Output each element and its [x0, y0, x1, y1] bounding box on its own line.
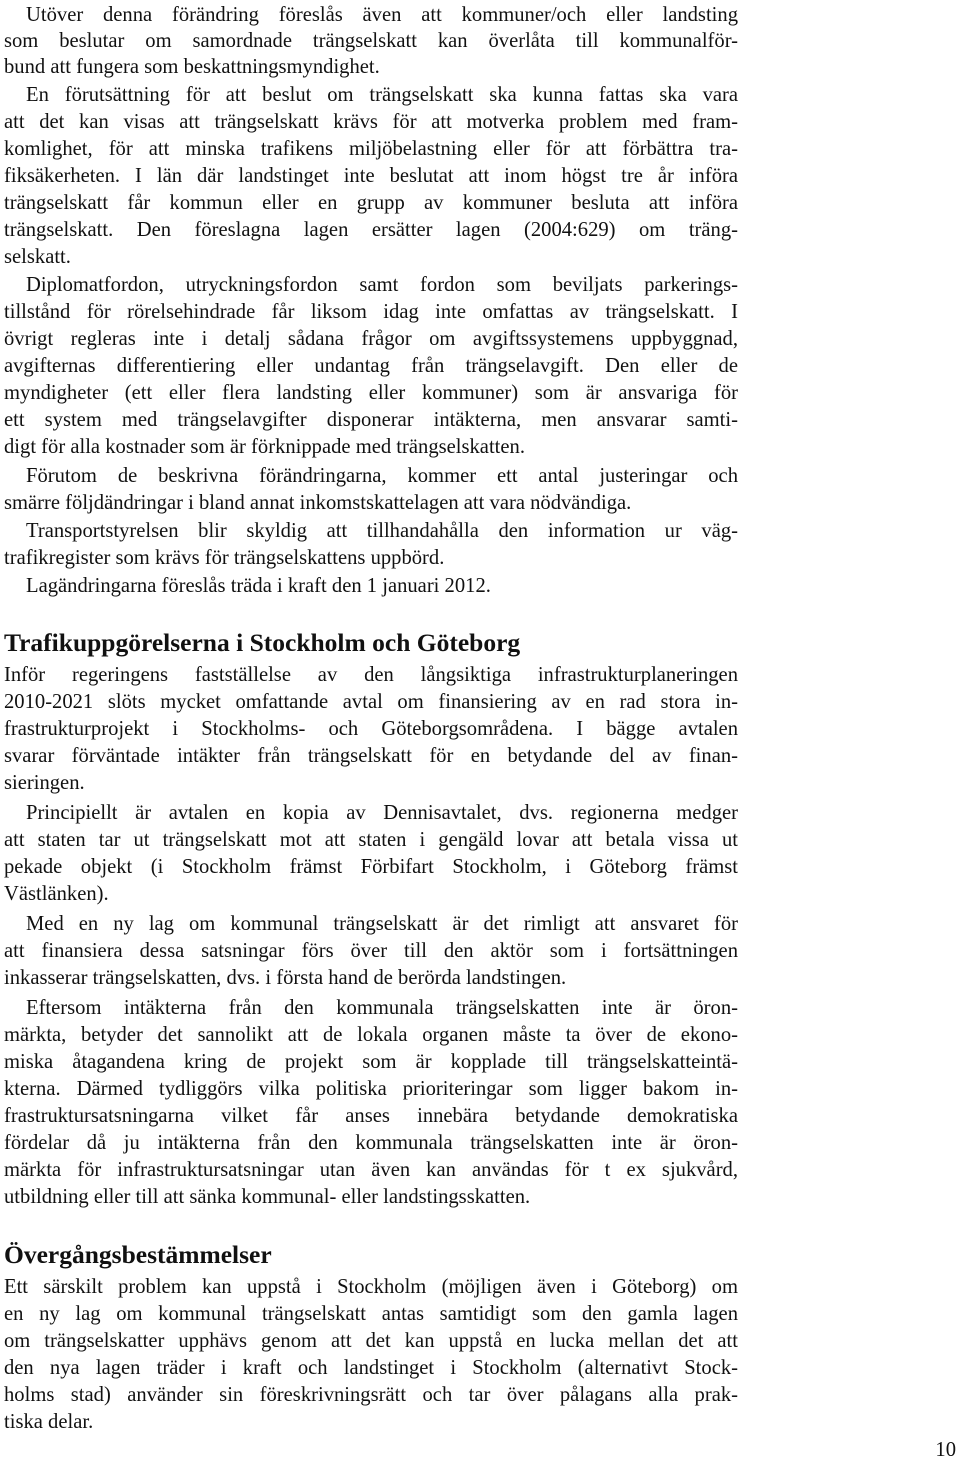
text-line: avgifternas differentiering eller undantag från trängselavgift. Den eller de [4, 355, 738, 377]
text-line: märkta för infrastruktursatsningar utan även kan användas för t ex sjukvård, [4, 1159, 738, 1181]
text-line: miska åtagandena kring de projekt som är kopplade till trängselskatteintä- [4, 1051, 738, 1073]
text-line: utbildning eller till att sänka kommunal- eller landstingsskatten. [4, 1186, 531, 1208]
text-line: Inför regeringens fastställelse av den långsiktiga infrastrukturplaneringen [4, 664, 738, 686]
text-line: svarar förväntade intäkter från trängselskatt för en betydande del av finan- [4, 745, 738, 767]
text-line: den nya lagen träder i kraft och landstinget i Stockholm (alternativt Stock- [4, 1357, 738, 1379]
text-line: övrigt regleras inte i detalj sådana frågor om avgiftssystemens uppbyggnad, [4, 328, 738, 350]
text-line: sieringen. [4, 772, 85, 794]
section-heading: Övergångsbestämmelser [4, 1240, 272, 1269]
text-line: trafikregister som krävs för trängselskattens uppbörd. [4, 547, 445, 569]
text-line: Ett särskilt problem kan uppstå i Stockholm (möjligen även i Göteborg) om [4, 1276, 738, 1298]
text-line: märkta, betyder det sannolikt att de lokala organen måste ta över de ekono- [4, 1024, 738, 1046]
text-line: fördelar då ju intäkterna från den kommunala trängselskatten inte är öron- [4, 1132, 738, 1154]
text-line: Västlänken). [4, 883, 109, 905]
text-line: Eftersom intäkterna från den kommunala trängselskatten inte är öron- [26, 997, 738, 1019]
text-line: att finansiera dessa satsningar förs över till den aktör som i fortsättningen [4, 940, 738, 962]
text-line: selskatt. [4, 246, 71, 268]
text-line: 2010-2021 slöts mycket omfattande avtal om finansiering av en rad stora in- [4, 691, 738, 713]
text-line: om trängselskatter upphävs genom att det kan uppstå en lucka mellan det att [4, 1330, 738, 1352]
text-line: myndigheter (ett eller flera landsting eller kommuner) som är ansvariga för [4, 382, 738, 404]
text-line: frastruktursatsningarna vilket får anses innebära betydande demokratiska [4, 1105, 738, 1127]
text-line: fiksäkerheten. I län där landstinget inte beslutat att inom högst tre år införa [4, 165, 738, 187]
text-line: holms stad) använder sin föreskrivningsrätt och tar över pålagans alla prak- [4, 1384, 738, 1406]
page-number: 10 [935, 1439, 956, 1461]
text-line: Med en ny lag om kommunal trängselskatt är det rimligt att ansvaret för [26, 913, 738, 935]
text-line: bund att fungera som beskattningsmyndighet. [4, 56, 380, 78]
section-heading: Trafikuppgörelserna i Stockholm och Göteborg [4, 628, 521, 657]
text-line: Diplomatfordon, utryckningsfordon samt fordon som beviljats parkerings- [26, 274, 738, 296]
text-line: pekade objekt (i Stockholm främst Förbifart Stockholm, i Göteborg främst [4, 856, 738, 878]
text-line: Utöver denna förändring föreslås även att kommuner/och eller landsting [26, 4, 738, 26]
text-line: som beslutar om samordnade trängselskatt kan överlåta till kommunalför- [4, 30, 738, 52]
text-line: tillstånd för rörelsehindrade får liksom idag inte omfattas av trängselskatt. I [4, 301, 738, 323]
text-line: Förutom de beskrivna förändringarna, kommer ett antal justeringar och [26, 465, 738, 487]
text-line: En förutsättning för att beslut om trängselskatt ska kunna fattas ska vara [26, 84, 738, 106]
text-line: Principiellt är avtalen en kopia av Dennisavtalet, dvs. regionerna medger [26, 802, 738, 824]
text-line: digt för alla kostnader som är förknippade med trängselskatten. [4, 436, 525, 458]
text-line: trängselskatt. Den föreslagna lagen ersätter lagen (2004:629) om träng- [4, 219, 738, 241]
text-line: att staten tar ut trängselskatt mot att staten i gengäld lovar att betala vissa ut [4, 829, 738, 851]
text-line: smärre följdändringar i bland annat inkomstskattelagen att vara nödvändiga. [4, 492, 632, 514]
text-line: inkasserar trängselskatten, dvs. i första hand de berörda landstingen. [4, 967, 567, 989]
text-line: en ny lag om kommunal trängselskatt antas samtidigt som den gamla lagen [4, 1303, 738, 1325]
text-line: att det kan visas att trängselskatt krävs för att motverka problem med fram- [4, 111, 738, 133]
text-line: kterna. Därmed tydliggörs vilka politiska prioriteringar som ligger bakom in- [4, 1078, 738, 1100]
text-line: trängselskatt får kommun eller en grupp av kommuner besluta att införa [4, 192, 738, 214]
text-line: ett system med trängselavgifter disponerar intäkterna, men ansvarar samti- [4, 409, 738, 431]
text-line: Lagändringarna föreslås träda i kraft den 1 januari 2012. [26, 575, 491, 597]
text-line: komlighet, för att minska trafikens miljöbelastning eller för att förbättra tra- [4, 138, 738, 160]
text-line: Transportstyrelsen blir skyldig att tillhandahålla den information ur väg- [26, 520, 738, 542]
text-line: tiska delar. [4, 1411, 94, 1433]
text-line: frastrukturprojekt i Stockholms- och Göteborgsområdena. I bägge avtalen [4, 718, 738, 740]
